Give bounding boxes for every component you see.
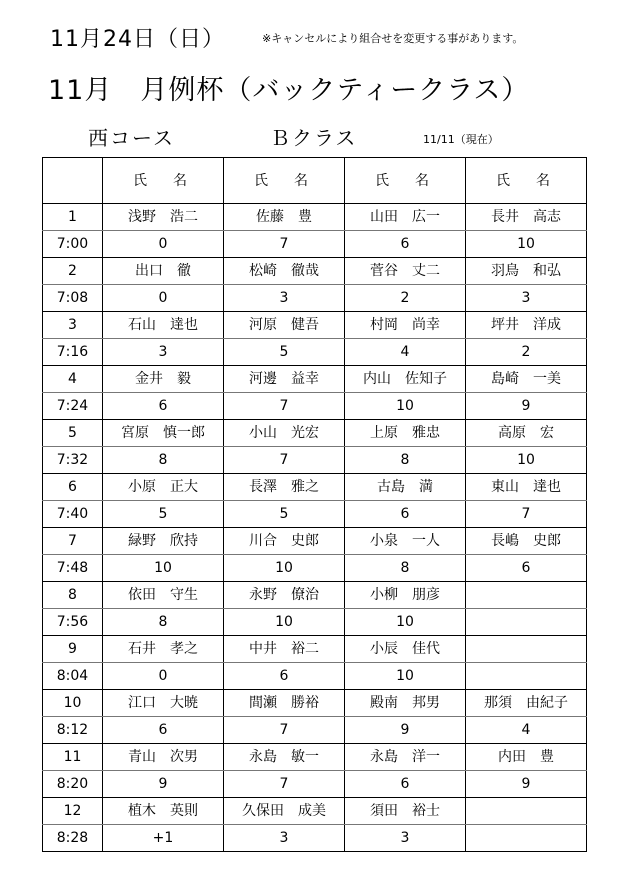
group-name-row: [43, 636, 587, 663]
player-handicap: [466, 825, 587, 852]
group-name-row: [43, 582, 587, 609]
pairings-body: [43, 204, 587, 852]
player-handicap: 7: [224, 447, 345, 474]
name-header: 氏 名: [466, 158, 587, 204]
player-handicap: 7: [224, 771, 345, 798]
group-name-row: [43, 474, 587, 501]
player-name: 羽鳥 和弘: [466, 258, 587, 285]
player-handicap: 7: [224, 717, 345, 744]
player-name: 出口 徹: [103, 258, 224, 285]
corner-cell: [43, 158, 103, 204]
player-name: 河邊 益幸: [224, 366, 345, 393]
group-name-row: [43, 690, 587, 717]
player-name: 長嶋 史郎: [466, 528, 587, 555]
player-name: 川合 史郎: [224, 528, 345, 555]
player-handicap: 2: [345, 285, 466, 312]
player-handicap: [466, 663, 587, 690]
tee-time: 7:56: [43, 609, 103, 636]
tee-time: 8:04: [43, 663, 103, 690]
player-handicap: 0: [103, 285, 224, 312]
player-handicap: 2: [466, 339, 587, 366]
group-number: 12: [43, 798, 103, 825]
class-label: Ｂクラス: [270, 126, 358, 150]
player-name: 石井 孝之: [103, 636, 224, 663]
player-handicap: 8: [345, 447, 466, 474]
tee-time: 7:32: [43, 447, 103, 474]
tee-time: 7:48: [43, 555, 103, 582]
player-handicap: 10: [466, 447, 587, 474]
as-of-date: 11/11（現在）: [423, 133, 499, 146]
player-name: 間瀬 勝裕: [224, 690, 345, 717]
player-name: 内田 豊: [466, 744, 587, 771]
player-name: 宮原 慎一郎: [103, 420, 224, 447]
name-header: 氏 名: [224, 158, 345, 204]
group-number: 11: [43, 744, 103, 771]
header-row: [43, 158, 587, 204]
group-number: 5: [43, 420, 103, 447]
group-number: 10: [43, 690, 103, 717]
player-name: [466, 636, 587, 663]
player-handicap: 7: [224, 393, 345, 420]
player-name: 長澤 雅之: [224, 474, 345, 501]
player-name: 永野 僚治: [224, 582, 345, 609]
player-name: [466, 798, 587, 825]
player-name: 菅谷 丈二: [345, 258, 466, 285]
group-score-row: [43, 285, 587, 312]
group-number: 9: [43, 636, 103, 663]
tee-time: 7:08: [43, 285, 103, 312]
group-name-row: [43, 798, 587, 825]
player-name: 松崎 徹哉: [224, 258, 345, 285]
group-number: 4: [43, 366, 103, 393]
group-score-row: [43, 555, 587, 582]
name-header: 氏 名: [103, 158, 224, 204]
group-score-row: [43, 501, 587, 528]
player-handicap: 3: [103, 339, 224, 366]
player-handicap: 7: [466, 501, 587, 528]
player-handicap: +1: [103, 825, 224, 852]
group-score-row: [43, 771, 587, 798]
player-name: [466, 582, 587, 609]
player-handicap: 3: [345, 825, 466, 852]
course-name: 西コース: [88, 126, 175, 150]
cancellation-note: ※キャンセルにより組合せを変更する事があります。: [262, 32, 524, 45]
player-handicap: 10: [224, 609, 345, 636]
player-handicap: 6: [345, 501, 466, 528]
group-number: 3: [43, 312, 103, 339]
group-score-row: [43, 447, 587, 474]
player-handicap: 6: [103, 717, 224, 744]
player-name: 金井 毅: [103, 366, 224, 393]
player-handicap: 9: [466, 393, 587, 420]
player-name: 小山 光宏: [224, 420, 345, 447]
player-name: 那須 由紀子: [466, 690, 587, 717]
group-number: 2: [43, 258, 103, 285]
group-score-row: [43, 825, 587, 852]
group-score-row: [43, 609, 587, 636]
group-score-row: [43, 717, 587, 744]
player-name: 浅野 浩二: [103, 204, 224, 231]
player-name: 殿南 邦男: [345, 690, 466, 717]
group-number: 7: [43, 528, 103, 555]
player-name: 河原 健吾: [224, 312, 345, 339]
group-number: 1: [43, 204, 103, 231]
player-name: 久保田 成美: [224, 798, 345, 825]
group-score-row: [43, 231, 587, 258]
group-name-row: [43, 420, 587, 447]
player-handicap: 6: [224, 663, 345, 690]
tee-time: 7:16: [43, 339, 103, 366]
tee-time: 7:40: [43, 501, 103, 528]
tee-time: 8:28: [43, 825, 103, 852]
player-name: 高原 宏: [466, 420, 587, 447]
player-name: 石山 達也: [103, 312, 224, 339]
player-name: 依田 守生: [103, 582, 224, 609]
player-handicap: 6: [466, 555, 587, 582]
player-handicap: 3: [466, 285, 587, 312]
player-handicap: 8: [103, 609, 224, 636]
group-name-row: [43, 258, 587, 285]
pairings-table: [42, 157, 587, 852]
player-handicap: 8: [345, 555, 466, 582]
player-handicap: 8: [103, 447, 224, 474]
group-name-row: [43, 528, 587, 555]
player-name: 永島 洋一: [345, 744, 466, 771]
player-handicap: 6: [103, 393, 224, 420]
tee-time: 7:24: [43, 393, 103, 420]
group-number: 6: [43, 474, 103, 501]
player-name: 緑野 欣持: [103, 528, 224, 555]
player-handicap: 0: [103, 231, 224, 258]
player-handicap: 3: [224, 825, 345, 852]
player-name: 須田 裕士: [345, 798, 466, 825]
player-handicap: 10: [345, 663, 466, 690]
player-handicap: 10: [345, 609, 466, 636]
player-name: 島崎 一美: [466, 366, 587, 393]
player-name: 上原 雅忠: [345, 420, 466, 447]
player-handicap: 3: [224, 285, 345, 312]
player-name: 長井 高志: [466, 204, 587, 231]
player-name: 青山 次男: [103, 744, 224, 771]
player-name: 小辰 佳代: [345, 636, 466, 663]
player-name: 永島 敏一: [224, 744, 345, 771]
player-name: 植木 英則: [103, 798, 224, 825]
player-handicap: 5: [224, 501, 345, 528]
player-handicap: 5: [224, 339, 345, 366]
player-handicap: 10: [466, 231, 587, 258]
tee-time: 8:20: [43, 771, 103, 798]
page-title: 11月 月例杯（バックティークラス）: [48, 75, 530, 106]
tee-time: 8:12: [43, 717, 103, 744]
player-handicap: 5: [103, 501, 224, 528]
player-handicap: 6: [345, 771, 466, 798]
player-handicap: 9: [345, 717, 466, 744]
player-name: 中井 裕二: [224, 636, 345, 663]
player-handicap: 9: [466, 771, 587, 798]
player-handicap: 4: [466, 717, 587, 744]
player-name: 小柳 朋彦: [345, 582, 466, 609]
player-name: 山田 広一: [345, 204, 466, 231]
player-handicap: 0: [103, 663, 224, 690]
player-name: 小原 正大: [103, 474, 224, 501]
group-name-row: [43, 204, 587, 231]
player-handicap: [466, 609, 587, 636]
player-handicap: 9: [103, 771, 224, 798]
group-score-row: [43, 663, 587, 690]
player-name: 東山 達也: [466, 474, 587, 501]
player-name: 内山 佐知子: [345, 366, 466, 393]
group-name-row: [43, 312, 587, 339]
player-name: 佐藤 豊: [224, 204, 345, 231]
event-date: 11月24日（日）: [50, 27, 225, 52]
player-handicap: 7: [224, 231, 345, 258]
player-handicap: 10: [345, 393, 466, 420]
player-handicap: 4: [345, 339, 466, 366]
group-number: 8: [43, 582, 103, 609]
group-name-row: [43, 744, 587, 771]
tee-time: 7:00: [43, 231, 103, 258]
player-name: 村岡 尚幸: [345, 312, 466, 339]
player-name: 江口 大暁: [103, 690, 224, 717]
name-header: 氏 名: [345, 158, 466, 204]
group-score-row: [43, 393, 587, 420]
player-handicap: 6: [345, 231, 466, 258]
player-handicap: 10: [224, 555, 345, 582]
player-name: 古島 満: [345, 474, 466, 501]
group-name-row: [43, 366, 587, 393]
player-name: 坪井 洋成: [466, 312, 587, 339]
player-name: 小泉 一人: [345, 528, 466, 555]
group-score-row: [43, 339, 587, 366]
player-handicap: 10: [103, 555, 224, 582]
